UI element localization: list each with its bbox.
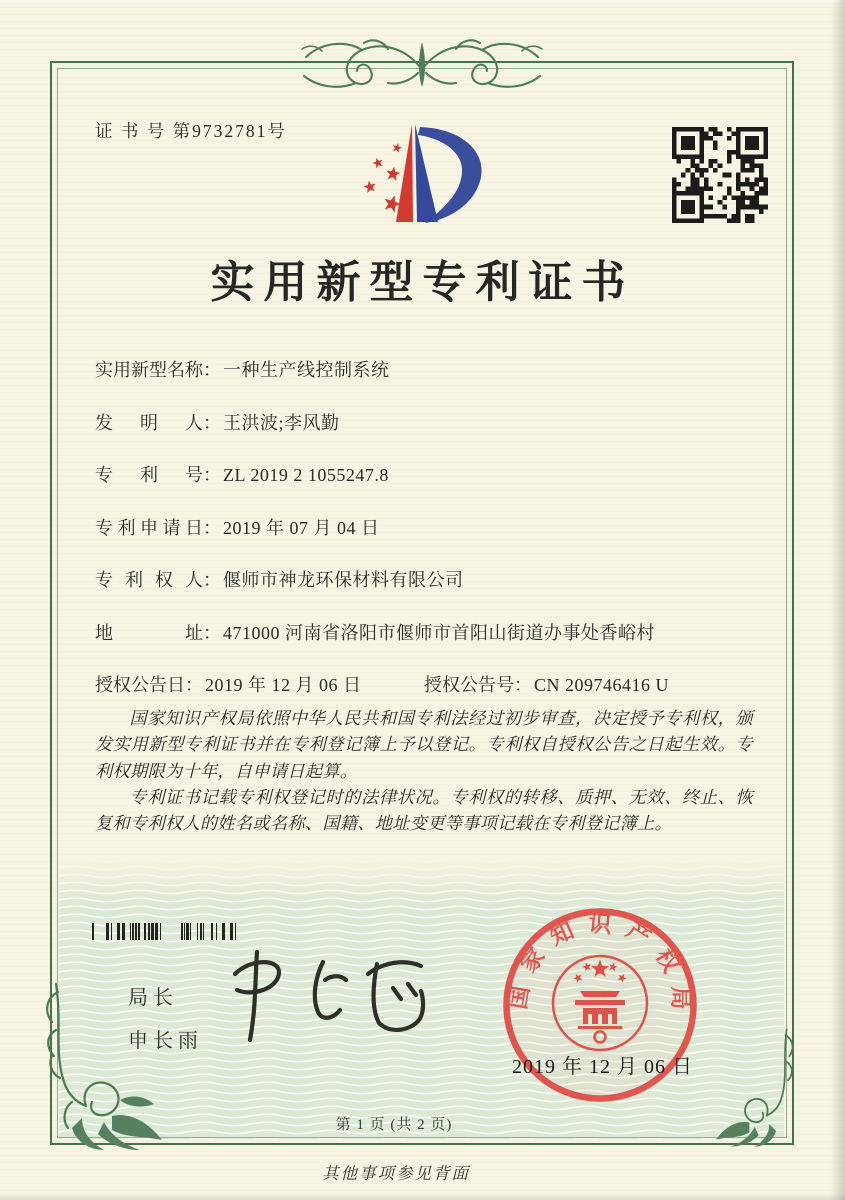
field-utility-model-name: 实用新型名称： 一种生产线控制系统 bbox=[95, 356, 757, 384]
legal-text bbox=[95, 706, 753, 837]
field-label: 实用新型名称 bbox=[95, 360, 203, 380]
scan-edge-right bbox=[831, 0, 845, 1200]
scan-edge-bottom bbox=[0, 1193, 845, 1200]
certificate-number: 证 书 号 第9732781号 bbox=[95, 121, 287, 141]
certificate-title: 实用新型专利证书 bbox=[210, 258, 635, 307]
top-scroll-ornament-icon bbox=[292, 36, 552, 94]
cnipa-patent-logo-icon bbox=[338, 112, 528, 238]
field-patentee: 专利权人： 偃师市神龙环保材料有限公司 bbox=[95, 566, 757, 594]
field-value: 一种生产线控制系统 bbox=[223, 360, 390, 380]
field-label: 发明人 bbox=[95, 412, 203, 433]
legal-paragraph: 国家知识产权局依照中华人民共和国专利法经过初步审查，决定授予专利权，颁发实用新型专利证书并在专利登记簿上予以登记。专利权自授权公告之日起生效。专利权期限为十年，自申请日起算。 bbox=[95, 709, 753, 781]
back-side-note: 其他事项参见背面 bbox=[322, 1164, 470, 1183]
field-address: 地址： 471000 河南省洛阳市偃师市首阳山街道办事处香峪村 bbox=[95, 619, 757, 647]
field-value: 2019 年 07 月 04 日 bbox=[223, 517, 380, 538]
grant-number-label: 授权公告号 bbox=[424, 675, 514, 695]
commissioner-name: 申长雨 bbox=[128, 1030, 203, 1052]
field-label: 专利申请日 bbox=[95, 517, 203, 538]
commissioner-title: 局长 bbox=[128, 987, 178, 1009]
scan-edge-top bbox=[0, 0, 845, 4]
qr-code-icon bbox=[672, 127, 768, 223]
field-grant-row: 授权公告日： 2019 年 12 月 06 日 授权公告号： CN 209746416 U bbox=[95, 671, 757, 699]
grant-number-value: CN 209746416 U bbox=[534, 675, 670, 695]
field-patent-number: 专利号： ZL 2019 2 1055247.8 bbox=[95, 461, 757, 489]
seal-ring-text: 国家知识产权局 bbox=[505, 910, 694, 1023]
grant-date-value: 2019 年 12 月 06 日 bbox=[205, 675, 362, 695]
field-value: 王洪波;李风勤 bbox=[223, 412, 340, 433]
commissioner-block bbox=[128, 985, 203, 1054]
field-inventors: 发明人： 王洪波;李风勤 bbox=[95, 409, 757, 437]
field-value: 471000 河南省洛阳市偃师市首阳山街道办事处香峪村 bbox=[223, 622, 655, 643]
field-label: 地址 bbox=[95, 622, 203, 643]
grant-date-label: 授权公告日 bbox=[95, 675, 185, 695]
barcode-icon bbox=[92, 923, 244, 940]
grant-date-stamp: 2019 年 12 月 06 日 bbox=[512, 1056, 693, 1078]
field-value: 偃师市神龙环保材料有限公司 bbox=[223, 570, 464, 590]
certificate-fields bbox=[95, 356, 757, 724]
field-label: 专利号 bbox=[95, 465, 203, 485]
field-filing-date: 专利申请日： 2019 年 07 月 04 日 bbox=[95, 514, 757, 542]
page-number: 第 1 页 (共 2 页) bbox=[335, 1117, 453, 1133]
field-value: ZL 2019 2 1055247.8 bbox=[223, 465, 389, 485]
legal-paragraph: 专利证书记载专利权登记时的法律状况。专利权的转移、质押、无效、终止、恢复和专利权人的姓名或名称、国籍、地址变更等事项记载在专利登记簿上。 bbox=[95, 787, 753, 834]
field-label: 专利权人 bbox=[95, 570, 203, 590]
signature-autograph-icon bbox=[225, 944, 440, 1046]
grant-number-pair: 授权公告号： CN 209746416 U bbox=[424, 675, 670, 695]
